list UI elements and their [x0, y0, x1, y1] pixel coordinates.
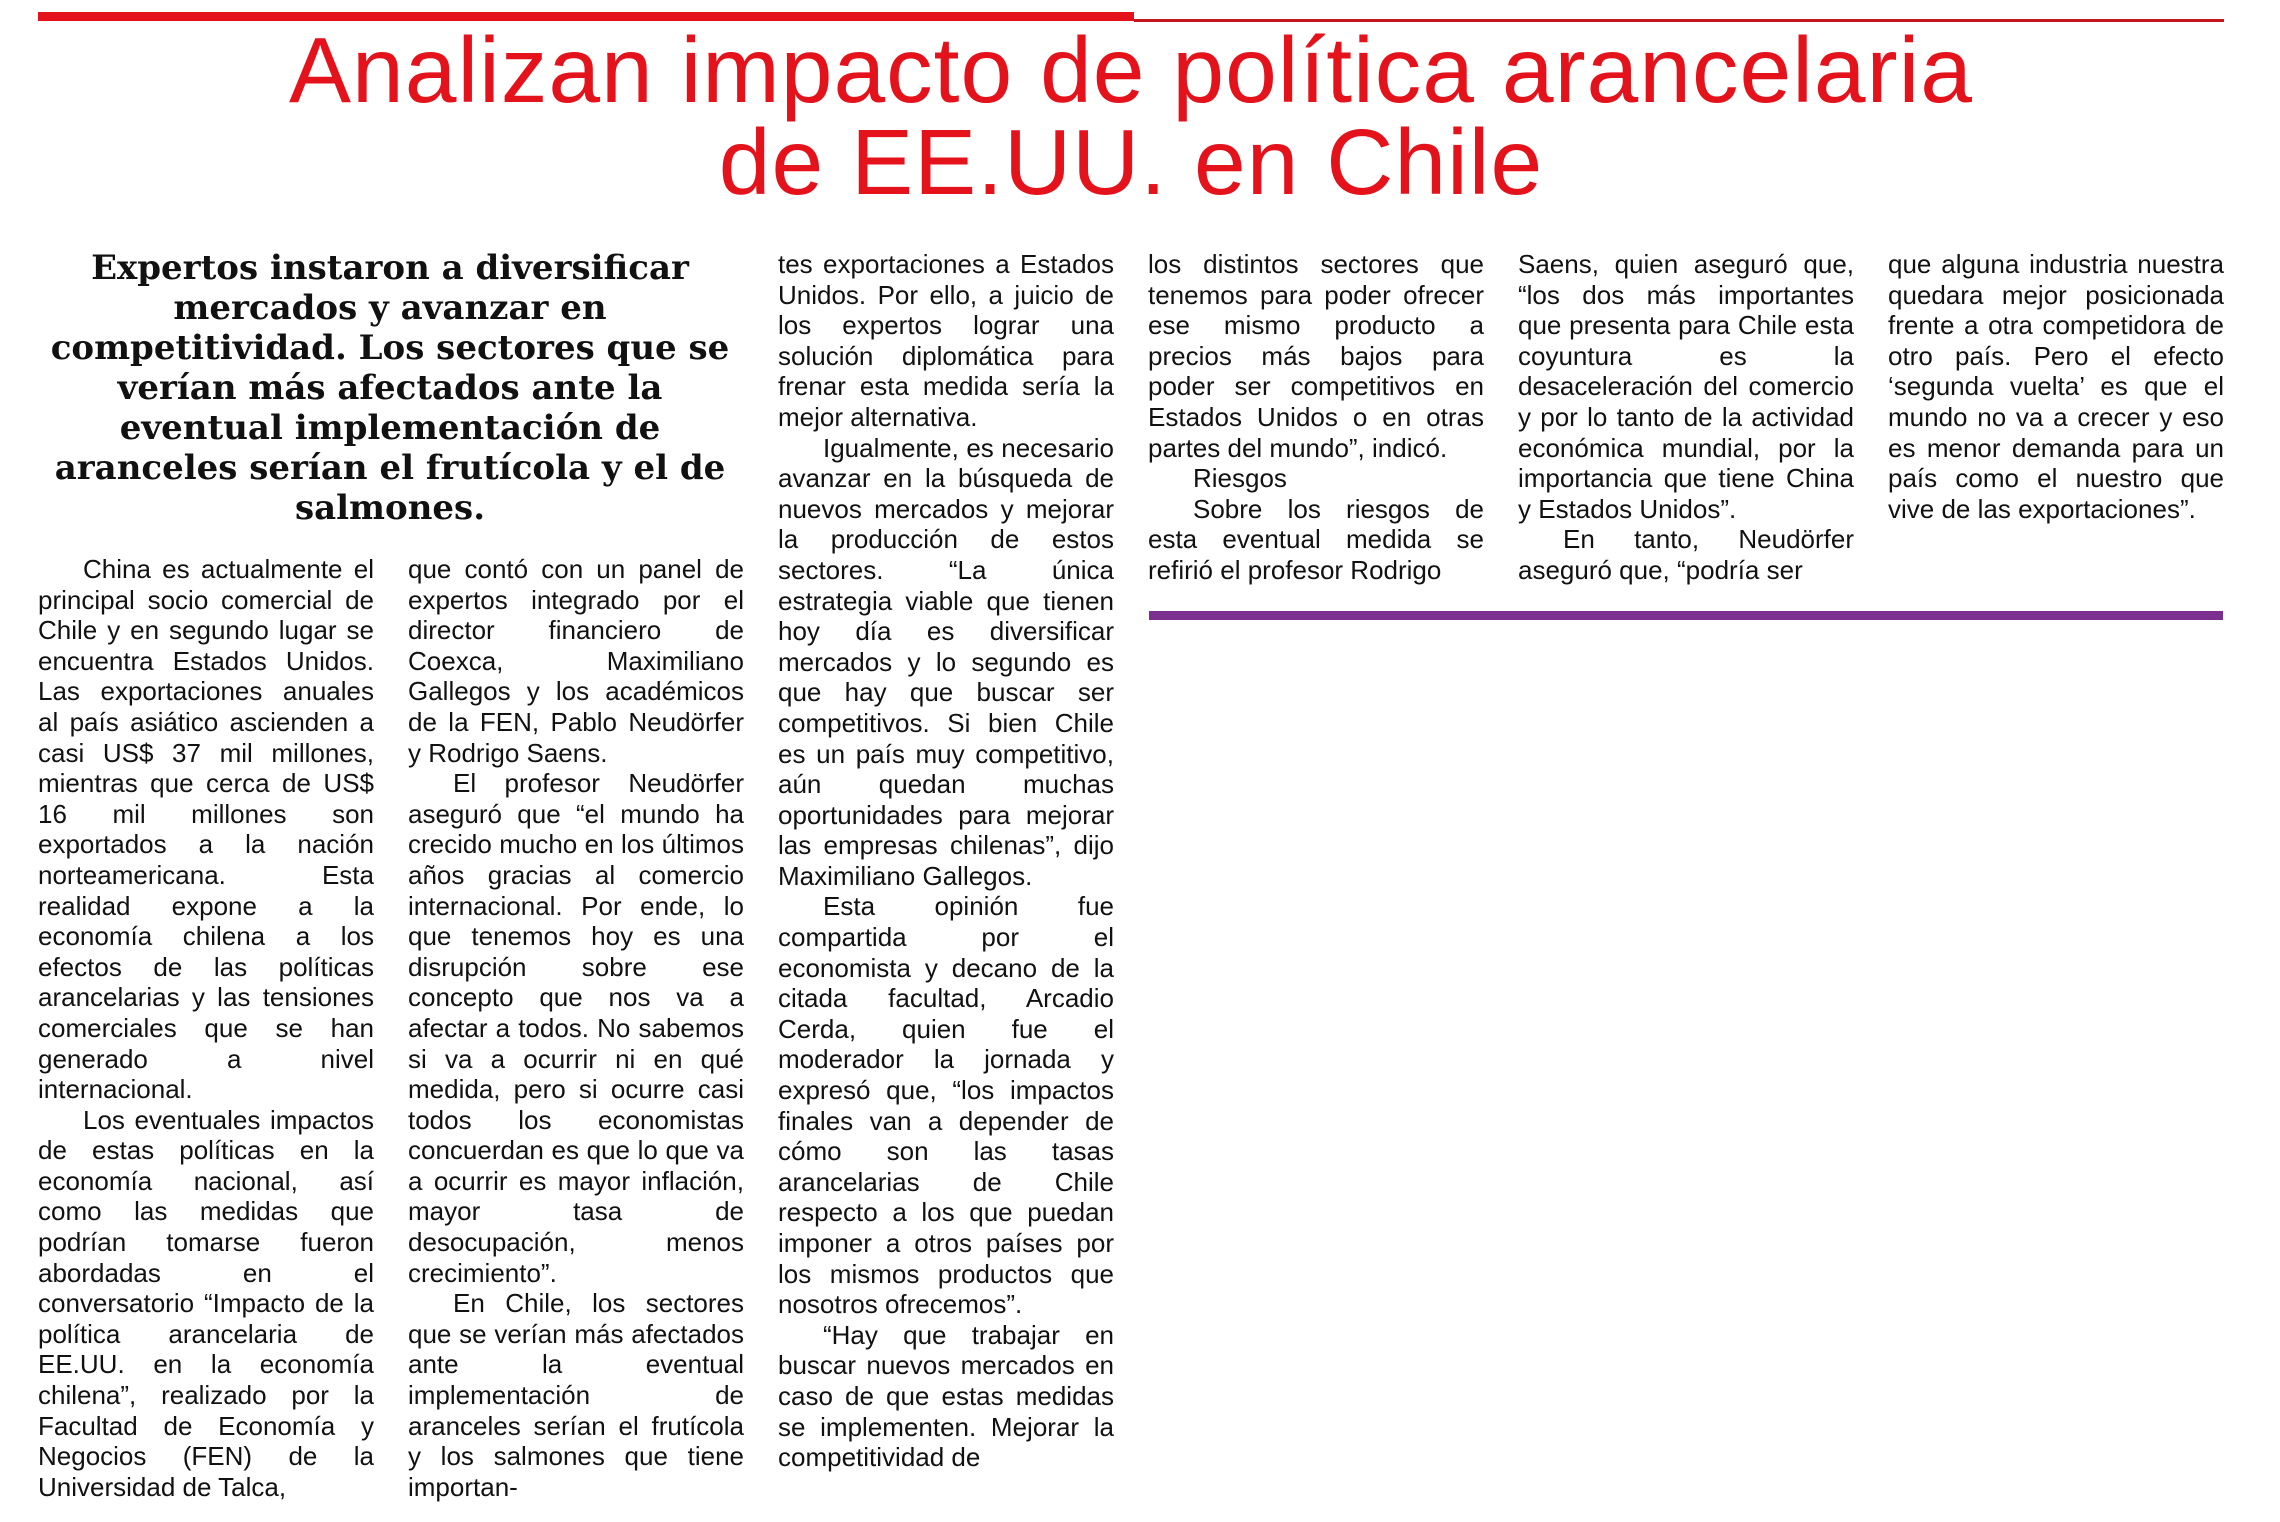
- section-subhead: Riesgos: [1193, 463, 1287, 494]
- column-4: [1148, 249, 1484, 586]
- column-2: [408, 554, 744, 1502]
- paragraph: que contó con un panel de expertos integrado por el director financiero de Coexca, Maximiliano Gallegos y los académicos de la FEN, Pablo Neudörfer y Rodrigo Saens.: [408, 554, 744, 768]
- column-5: [1518, 249, 1854, 586]
- column-1: [38, 554, 374, 1502]
- column-3: [778, 249, 1114, 1473]
- headline-line-2: de EE.UU. en Chile: [718, 110, 1544, 214]
- paragraph: que alguna industria nuestra quedara mejor posicionada frente a otra competidora de otro país. Pero el efecto ‘segunda vuelta’ es que el mundo no va a crecer y eso es menor demanda para un país como el nuestro que vive de las exportaciones”.: [1888, 249, 2224, 524]
- paragraph: los distintos sectores que tenemos para poder ofrecer ese mismo producto a precios más bajos para poder ser competitivos en Estados Unidos o en otras partes del mundo”, indicó.: [1148, 249, 1484, 463]
- column-6: [1888, 249, 2224, 524]
- section-divider: [1149, 611, 2223, 620]
- paragraph: tes exportaciones a Estados Unidos. Por ello, a juicio de los expertos lograr una solución diplomática para frenar esta medida sería la mejor alternativa.: [778, 249, 1114, 432]
- paragraph: China es actualmente el principal socio comercial de Chile y en segundo lugar se encuentra Estados Unidos. Las exportaciones anuales al país asiático ascienden a casi US$ 37 mil millones, mientras que cerca de US$ 16 mil millones son exportados a la nación norteamericana. Esta realidad expone a la economía chilena a los efectos de las políticas arancelarias y las tensiones comerciales que se han generado a nivel internacional.: [38, 554, 374, 1105]
- headline: [38, 18, 2224, 214]
- paragraph: Saens, quien aseguró que, “los dos más importantes que presenta para Chile esta coyuntura es la desaceleración del comercio y por lo tanto de la actividad económica mundial, por la importancia que tiene China y Estados Unidos”.: [1518, 249, 1854, 524]
- paragraph: En Chile, los sectores que se verían más afectados ante la eventual implementación de aranceles serían el frutícola y los salmones que tiene importan-: [408, 1288, 744, 1502]
- paragraph: Igualmente, es necesario avanzar en la búsqueda de nuevos mercados y mejorar la producción de estos sectores. “La única estrategia viable que tienen hoy día es diversificar mercados y lo segundo es que hay que buscar ser competitivos. Si bien Chile es un país muy competitivo, aún quedan muchas oportunidades para mejorar las empresas chilenas”, dijo Maximiliano Gallegos.: [778, 432, 1114, 891]
- paragraph: Sobre los riesgos de esta eventual medida se refirió el profesor Rodrigo: [1148, 493, 1484, 585]
- paragraph: En tanto, Neudörfer aseguró que, “podría ser: [1518, 524, 1854, 585]
- paragraph: El profesor Neudörfer aseguró que “el mundo ha crecido mucho en los últimos años gracias al comercio internacional. Por ende, lo que tenemos hoy es una disrupción sobre ese concepto que nos va a afectar a todos. No sabemos si va a ocurrir ni en qué medida, pero si ocurre casi todos los economistas concuerdan es que lo que va a ocurrir es mayor inflación, mayor tasa de desocupación, menos crecimiento”.: [408, 768, 744, 1288]
- paragraph: “Hay que trabajar en buscar nuevos mercados en caso de que estas medidas se implementen. Mejorar la competitividad de: [778, 1319, 1114, 1473]
- subheadline: Expertos instaron a diversificar mercados y avanzar en competitividad. Los sectores que se verían más afectados ante la eventual implementación de aranceles serían el frutícola y el de salmones.: [50, 248, 730, 528]
- paragraph: Los eventuales impactos de estas políticas en la economía nacional, así como las medidas que podrían tomarse fueron abordadas en el conversatorio “Impacto de la política arancelaria de EE.UU. en la economía chilena”, realizado por la Facultad de Economía y Negocios (FEN) de la Universidad de Talca,: [38, 1104, 374, 1502]
- paragraph: Esta opinión fue compartida por el economista y decano de la citada facultad, Arcadio Cerda, quien fue el moderador la jornada y expresó que, “los impactos finales van a depender de cómo son las tasas arancelarias de Chile respecto a los que puedan imponer a otros países por los mismos productos que nosotros ofrecemos”.: [778, 891, 1114, 1320]
- headline-line-1: Analizan impacto de política arancelaria: [289, 18, 1973, 122]
